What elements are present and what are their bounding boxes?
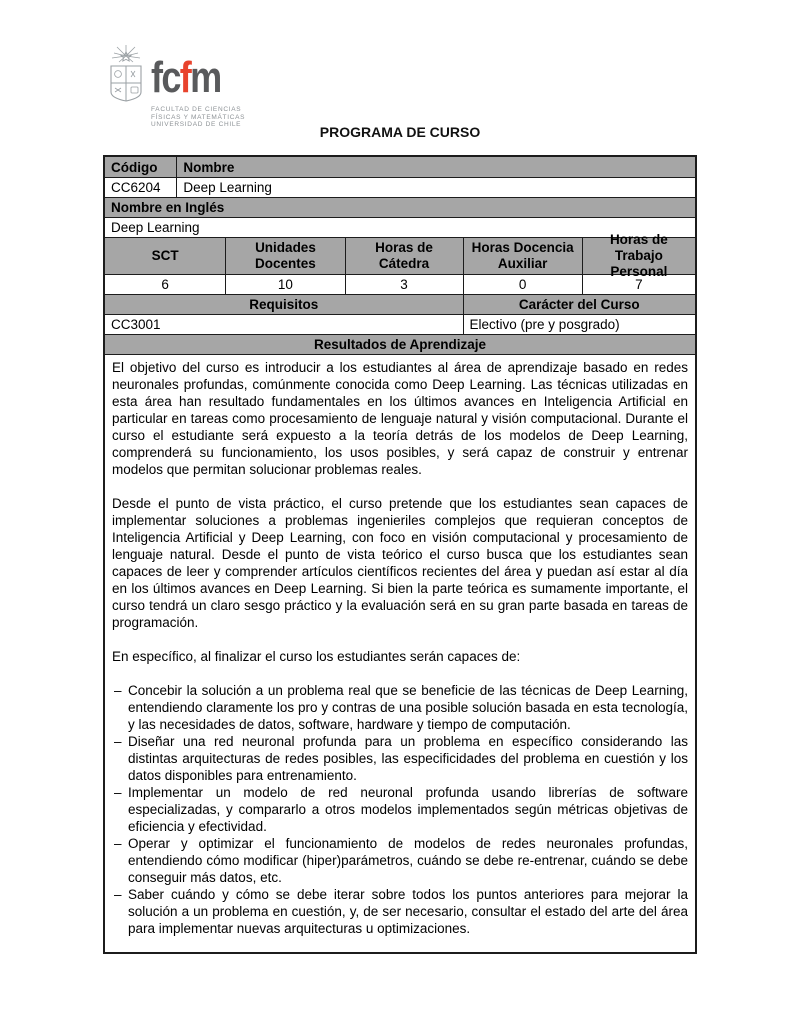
faculty-line-1: FACULTAD DE CIENCIAS	[151, 106, 242, 113]
row-requisitos-caracter-values	[105, 315, 695, 335]
bullets-intro-line: En específico, al finalizar el curso los estudiantes serán capaces de:	[112, 649, 521, 664]
codigo-header-cell: Código	[105, 157, 176, 177]
fcfm-letters-fc: fc	[151, 53, 180, 102]
fcfm-letter-f-red: f	[179, 53, 191, 102]
sct-header-cell: SCT	[105, 238, 225, 274]
nombre-header-cell: Nombre	[176, 157, 695, 177]
nombre-value-cell: Deep Learning	[176, 178, 695, 197]
course-program-table	[103, 155, 697, 954]
objective-paragraph: El objetivo del curso es introducir a los estudiantes al área de aprendizaje basado en redes neuronales profundas, comúnmente conocida como Deep Learning. Las técnicas utilizadas en esta área han resultado fundamentales en los últimos avances en Inteligencia Artificial en particular en tareas como procesamiento de lenguaje natural y visión computacional. Durante el curso el estudiante será expuesto a la teoría detrás de los modelos de Deep Learning, comprenderá su funcionamiento, los usos posibles, y será capaz de construir y entrenar modelos que permitan solucionar problemas reales.	[112, 360, 688, 477]
codigo-value-cell: CC6204	[111, 180, 161, 195]
fcfm-logo	[105, 44, 245, 129]
dash-bullet-icon: –	[114, 887, 122, 902]
list-item: – Diseñar una red neuronal profunda para un problema en específico considerando las distintas arquitecturas de redes posibles, las especificidades del problema en cuestión y los datos disponibles para entrenamiento.	[114, 734, 688, 783]
nombre-ingles-header-cell: Nombre en Inglés	[105, 198, 695, 217]
horas-docencia-header-cell: Horas Docencia Auxiliar	[463, 238, 582, 274]
dash-bullet-icon: –	[114, 785, 122, 800]
fcfm-letter-m: m	[190, 53, 221, 102]
resultados-header-cell: Resultados de Aprendizaje	[105, 335, 695, 354]
resultados-content-cell	[105, 355, 695, 952]
horas-catedra-value-cell: 3	[345, 275, 463, 294]
dash-bullet-icon: –	[114, 683, 122, 698]
row-nombre-ingles-header	[105, 198, 695, 218]
university-crest-icon	[105, 44, 147, 106]
horas-trabajo-header-cell: Horas de Trabajo Personal	[582, 238, 695, 274]
row-codigo-nombre-values	[105, 178, 695, 198]
horas-trabajo-value-cell: 7	[582, 275, 695, 294]
caracter-header-cell: Carácter del Curso	[463, 295, 695, 314]
requisitos-value-cell: CC3001	[111, 317, 161, 332]
row-hours-headers	[105, 232, 695, 279]
sct-value-cell: 6	[161, 277, 169, 292]
unidades-docentes-value-cell: 10	[225, 275, 344, 294]
row-requisitos-caracter-header	[105, 295, 695, 315]
page-title: PROGRAMA DE CURSO	[319, 124, 481, 140]
practical-paragraph: Desde el punto de vista práctico, el curso pretende que los estudiantes sean capaces de implementar soluciones a problemas ingenieriles complejos que requieran conceptos de Inteligencia Artificial y Deep Learning, con foco en visión computacional y procesamiento de lenguaje natural. Desde el punto de vista teórico el curso busca que los estudiantes sean capaces de leer y comprender artículos científicos recientes del área y puedan así estar al día en los últimos avances en Deep Learning. Si bien la parte teórica es sumamente importante, el curso tendrá un claro sesgo práctico y la evaluación será en su gran parte basada en tareas de programación.	[112, 496, 688, 630]
list-item: – Concebir la solución a un problema real que se beneficie de las técnicas de Deep Learning, entendiendo claramente los pro y contras de una posible solución basada en esta tecnología, y las necesidades de datos, software, hardware y tiempo de computación.	[114, 683, 688, 732]
list-item: – Saber cuándo y cómo se debe iterar sobre todos los puntos anteriores para mejorar la solución a un problema en cuestión, y, de ser necesario, consultar el estado del arte del área para implementar nuevas arquitecturas u optimizaciones.	[114, 887, 688, 936]
dash-bullet-icon: –	[114, 836, 122, 851]
dash-bullet-icon: –	[114, 734, 122, 749]
row-codigo-nombre-header	[105, 157, 695, 178]
requisitos-header-cell: Requisitos	[105, 295, 463, 314]
learning-outcomes-list	[112, 682, 688, 937]
horas-catedra-header-cell: Horas de Cátedra	[345, 238, 463, 274]
list-item: – Operar y optimizar el funcionamiento de modelos de redes neuronales profundas, entendiendo cómo modificar (hiper)parámetros, cuándo se debe re-entrenar, cuándo se debe conseguir más datos, etc.	[114, 836, 688, 885]
row-resultados-header	[105, 335, 695, 355]
nombre-ingles-value-cell: Deep Learning	[111, 220, 200, 235]
unidades-docentes-header-cell: Unidades Docentes	[225, 238, 344, 274]
row-resultados-content	[105, 355, 695, 952]
fcfm-wordmark	[151, 53, 228, 102]
horas-docencia-value-cell: 0	[463, 275, 582, 294]
row-hours-values	[105, 275, 695, 295]
faculty-line-3: UNIVERSIDAD DE CHILE	[151, 121, 242, 128]
faculty-line-2: FÍSICAS Y MATEMÁTICAS	[151, 113, 246, 121]
caracter-value-cell: Electivo (pre y posgrado)	[463, 315, 695, 334]
list-item: – Implementar un modelo de red neuronal profunda usando librerías de software especializadas, y compararlo a otros modelos implementados según métricas objetivas de eficiencia y efectividad.	[114, 785, 688, 834]
